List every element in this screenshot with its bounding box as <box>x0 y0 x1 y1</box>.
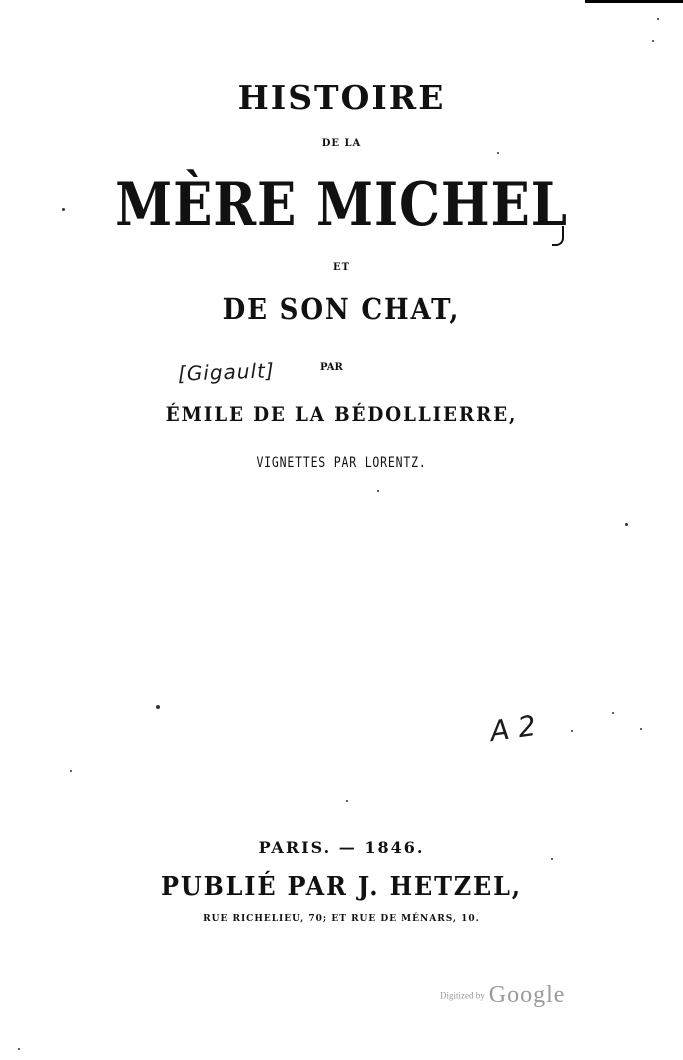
speck <box>571 730 573 732</box>
speck <box>551 858 553 860</box>
scan-edge-mark <box>585 0 683 3</box>
author-name: ÉMILE DE LA BÉDOLLIERRE, <box>165 402 518 426</box>
title-et: ET <box>332 262 351 273</box>
title-de-son-chat: DE SON CHAT, <box>222 292 461 326</box>
speck <box>612 712 614 714</box>
speck <box>497 152 499 154</box>
speck <box>657 18 659 20</box>
speck <box>377 490 379 492</box>
shelfmark-annotation: A 2 <box>487 708 538 749</box>
watermark-brand: Google <box>488 982 566 1008</box>
speck <box>640 728 642 730</box>
speck <box>70 770 72 772</box>
watermark-prefix: Digitized by <box>440 990 485 1001</box>
speck <box>156 705 160 709</box>
title-de-la: DE LA <box>321 138 362 149</box>
title-mere-michel: MÈRE MICHEL <box>115 170 568 240</box>
speck <box>62 208 65 211</box>
ink-mark <box>552 226 564 246</box>
title-histoire: HISTOIRE <box>237 78 446 117</box>
google-watermark <box>440 982 565 1009</box>
publisher-line: PUBLIÉ PAR J. HETZEL, <box>161 872 522 902</box>
handwritten-annotation: [Gigault] <box>177 358 276 386</box>
by-word: PAR <box>320 362 343 373</box>
illustrations-credit: VIGNETTES PAR LORENTZ. <box>256 455 427 471</box>
speck <box>18 1048 20 1050</box>
place-date: PARIS. — 1846. <box>258 838 425 857</box>
publisher-address: RUE RICHELIEU, 70; ET RUE DE MÉNARS, 10. <box>203 914 480 924</box>
speck <box>652 40 654 42</box>
speck <box>346 800 348 802</box>
speck <box>625 523 628 526</box>
